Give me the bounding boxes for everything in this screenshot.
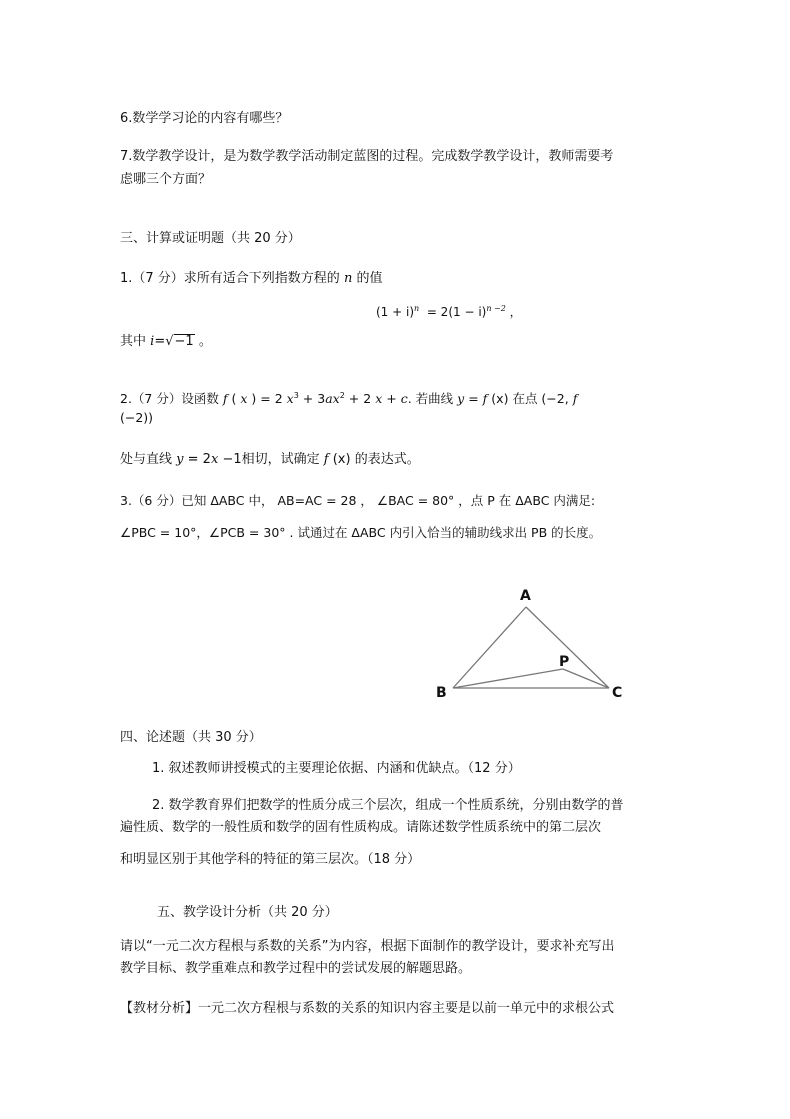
where-prefix: 其中	[120, 334, 147, 349]
problem-3-line-2: ∠PBC = 10°，∠PCB = 30° . 试通过在 ΔABC 内引入恰当的辅助线求出 PB 的长度。	[120, 525, 602, 540]
p2-x2: x	[286, 391, 294, 406]
p2-f: f	[222, 391, 228, 406]
side-ac	[526, 607, 609, 688]
p2-fx-arg2: (x)	[332, 452, 351, 467]
where-end: 。	[198, 334, 212, 349]
question-7-line-1: 7.数学教学设计，是为数学教学活动制定蓝图的过程。完成数学教学设计，教师需要考	[120, 149, 614, 164]
p2-x4: x	[375, 391, 383, 406]
question-6: 6.数学学习论的内容有哪些？	[120, 111, 289, 126]
problem-1-label: 1.（7 分）求所有适合下列指数方程的	[120, 271, 340, 286]
p2-x3: x	[332, 391, 340, 406]
eq-end: ，	[509, 305, 522, 319]
p2-eq1: = 2	[260, 391, 283, 406]
question-7-line-2: 虑哪三个方面？	[120, 172, 212, 187]
p2-line3-mid: −1相切，试确定	[222, 452, 320, 467]
where-var: i	[150, 334, 155, 349]
p2-plus1: + 3	[302, 391, 326, 406]
section-5-heading: 五、教学设计分析（共 20 分）	[157, 905, 338, 920]
p2-f2: f	[482, 391, 488, 406]
p2-line3-prefix: 处与直线	[120, 452, 173, 467]
p2-a: a	[325, 391, 333, 406]
p2-c: c	[400, 391, 408, 406]
p2-paren-close: )	[251, 391, 257, 406]
p2-x3-exp: 2	[339, 390, 345, 400]
p2-paren-open: (	[231, 391, 237, 406]
p2-prefix: 2.（7 分）设函数	[120, 391, 219, 406]
radicand: −1	[174, 334, 194, 349]
problem-3-line-1: 3.（6 分）已知 ΔABC 中， AB=AC = 28 ， ∠BAC = 80° ，点 P 在 ΔABC 内满足:	[120, 493, 596, 508]
essay-question-2-line-1: 2. 数学教育界们把数学的性质分成三个层次，组成一个性质系统，分别由数学的普	[152, 798, 624, 813]
vertex-c-label: C	[612, 685, 623, 701]
essay-question-1: 1. 叙述教师讲授模式的主要理论依据、内涵和优缺点。（12 分）	[152, 761, 521, 776]
problem-1-text	[120, 270, 382, 288]
eq-mid: = 2(1 − i)	[426, 305, 487, 319]
p2-y2: y	[176, 452, 184, 467]
p2-f3: f	[572, 391, 578, 406]
problem-1-var: n	[343, 271, 353, 286]
eq-left-exp: n	[414, 304, 420, 313]
section-3-heading: 三、计算或证明题（共 20 分）	[120, 231, 301, 246]
problem-1-where	[120, 333, 212, 351]
essay-question-2-line-2: 遍性质、数学的一般性质和数学的固有性质构成。请陈述数学性质系统中的第二层次	[120, 820, 602, 835]
where-eq: =	[154, 334, 166, 349]
section-4-heading: 四、论述题（共 30 分）	[120, 730, 262, 745]
essay-question-2-line-3: 和明显区别于其他学科的特征的第三层次。（18 分）	[120, 852, 421, 867]
p2-line3-end: 的表达式。	[354, 452, 420, 467]
segment-pc	[563, 669, 609, 688]
problem-1-tail: 的值	[356, 271, 383, 286]
p2-at-point: 在点 (−2,	[512, 391, 569, 406]
p2-eq2: =	[468, 391, 479, 406]
vertex-a-label: A	[520, 588, 531, 604]
section-5-intro-line-1: 请以“一元二次方程根与系数的关系”为内容，根据下面制作的教学设计，要求补充写出	[120, 939, 615, 954]
p2-plus2: + 2	[348, 391, 372, 406]
triangle-figure	[420, 582, 630, 707]
p2-fx-arg: (x)	[491, 391, 509, 406]
p2-line3-eq: = 2	[187, 452, 211, 467]
textbook-analysis-line-1: 【教材分析】一元二次方程根与系数的关系的知识内容主要是以前一单元中的求根公式	[120, 1001, 615, 1016]
problem-2-line-1	[120, 390, 577, 408]
p2-f4: f	[323, 452, 329, 467]
problem-2-line-3	[120, 451, 420, 469]
p2-x2-exp: 3	[293, 390, 299, 400]
p2-mid: . 若曲线	[407, 391, 454, 406]
p2-x5: x	[210, 452, 219, 467]
section-5-intro-line-2: 教学目标、教学重难点和教学过程中的尝试发展的解题思路。	[120, 961, 472, 976]
segment-bp	[453, 669, 563, 688]
eq-left: (1 + i)	[376, 305, 415, 319]
point-p-label: P	[559, 654, 570, 670]
problem-1-equation	[376, 303, 522, 321]
side-ab	[453, 607, 526, 688]
problem-2-line-2: (−2))	[120, 410, 154, 425]
sqrt-icon: √	[165, 334, 174, 349]
p2-y: y	[457, 391, 465, 406]
vertex-b-label: B	[436, 685, 447, 701]
eq-right-exp: n −2	[486, 304, 506, 313]
p2-plus3: +	[386, 391, 397, 406]
p2-x: x	[240, 391, 248, 406]
